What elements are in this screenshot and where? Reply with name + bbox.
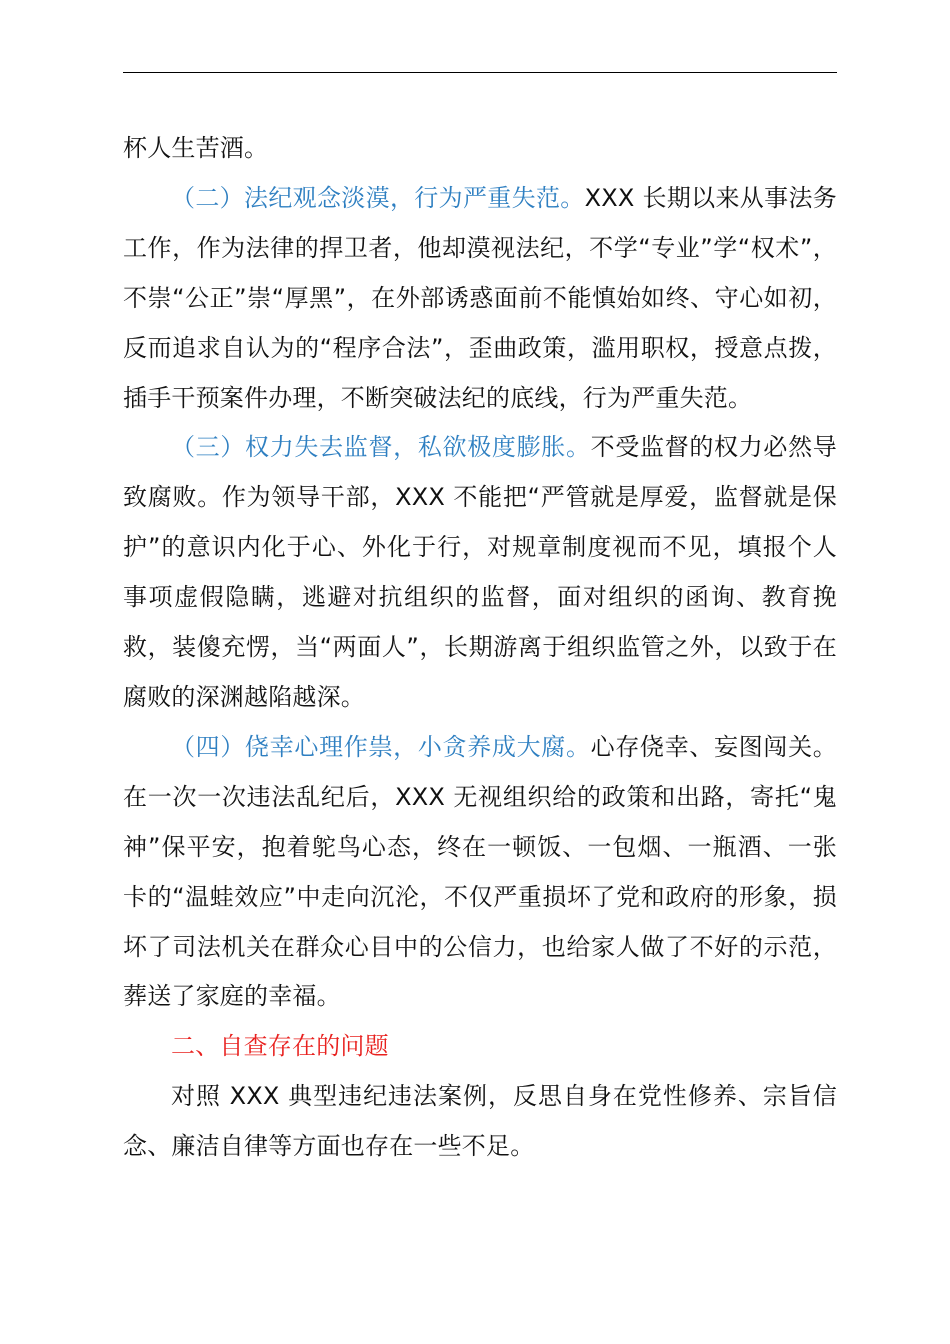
part-heading-text: 二、自查存在的问题 [171, 1032, 389, 1061]
paragraph-part-body [123, 1072, 837, 1172]
section-heading-2: （二）法纪观念淡漠，行为严重失范。 [171, 183, 585, 212]
paragraph-section-4 [123, 723, 837, 1022]
paragraph-continuation [123, 124, 837, 174]
part-body-text: 对照 XXX 典型违纪违法案例，反思自身在党性修养、宗旨信念、廉洁自律等方面也存在一些不足。 [123, 1082, 837, 1161]
paragraph-section-2 [123, 174, 837, 424]
part-heading [123, 1022, 837, 1072]
paragraph-text: 杯人生苦酒。 [123, 134, 269, 162]
section-heading-4: （四）侥幸心理作祟，小贪养成大腐。 [171, 732, 591, 761]
document-body [123, 124, 837, 1172]
section-body-4: 心存侥幸、妄图闯关。在一次一次违法乱纪后，XXX 无视组织给的政策和出路，寄托“鬼神”保平安，抱着鸵鸟心态，终在一顿饭、一包烟、一瓶酒、一张卡的“温蛙效应”中走向沉沦，不仅严重损坏了党和政府的形象，损坏了司法机关在群众心目中的公信力，也给家人做了不好的示范，葬送了家庭的幸福。 [123, 732, 837, 1011]
section-body-2: XXX 长期以来从事法务工作，作为法律的捍卫者，他却漠视法纪，不学“专业”学“权术”，不崇“公正”崇“厚黑”，在外部诱惑面前不能慎始如终、守心如初，反而追求自认为的“程序合法”，歪曲政策，滥用职权，授意点拨，插手干预案件办理，不断突破法纪的底线，行为严重失范。 [123, 183, 837, 412]
header-rule [123, 72, 837, 73]
section-body-3: 不受监督的权力必然导致腐败。作为领导干部，XXX 不能把“严管就是厚爱，监督就是保护”的意识内化于心、外化于行，对规章制度视而不见，填报个人事项虚假隐瞒，逃避对抗组织的监督，面对组织的函询、教育挽救，装傻充愣，当“两面人”，长期游离于组织监管之外，以致于在腐败的深渊越陷越深。 [123, 433, 837, 711]
section-heading-3: （三）权力失去监督，私欲极度膨胀。 [171, 433, 591, 462]
paragraph-section-3 [123, 423, 837, 722]
